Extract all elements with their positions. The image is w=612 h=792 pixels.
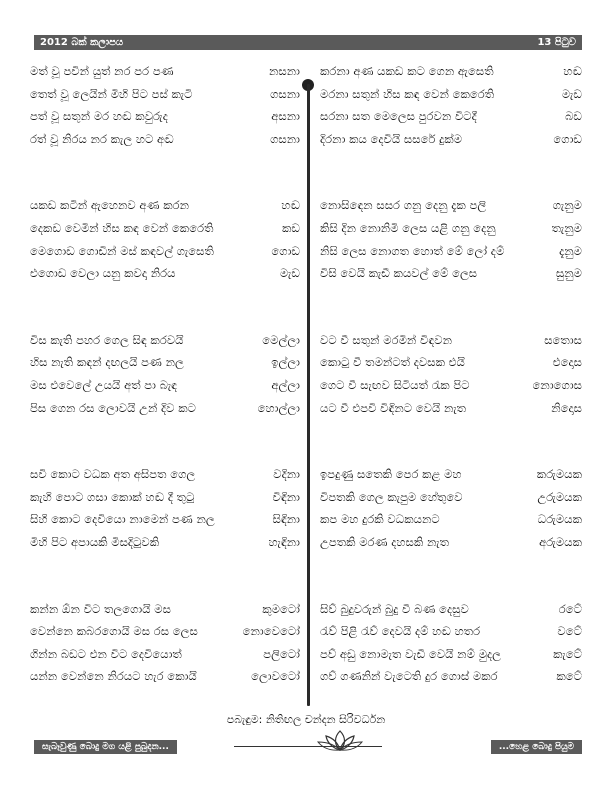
verse-text: විපතකි ගෙල කැපුම හේතුවෙ <box>320 489 463 504</box>
page-footer <box>34 740 582 754</box>
verse-line <box>30 105 300 128</box>
verse-line <box>30 194 300 217</box>
verse-line <box>320 351 582 374</box>
verse-end-word: නිදොස <box>551 400 582 415</box>
stanza <box>320 60 582 150</box>
stanza <box>320 598 582 688</box>
verse-text: පව් අඩු නොමැත වැඩී වෙයි නම් මුදල <box>320 646 501 661</box>
verse-text: පිස ගෙන රස ලොවයි උන් දිව කට <box>30 400 196 415</box>
verse-end-word: සතොස <box>544 332 582 347</box>
verse-line <box>320 329 582 352</box>
verse-text: එගොඩ වෙලා යනු කවදා නිරය <box>30 266 176 281</box>
verse-text: සිව් බුදුවරුන් බුදු වී බණ දෙසුව <box>320 601 469 616</box>
verse-text: තෙත් වූ ලෙයින් මිහි පිට පස් කැටි <box>30 86 193 101</box>
verse-text: ගෙට වී සැඟව සිටියත් රැක පිට <box>320 377 470 392</box>
verse-line <box>320 60 582 83</box>
verse-line <box>30 217 300 240</box>
verse-end-word: වටේ <box>557 624 582 639</box>
verse-line <box>30 262 300 285</box>
verse-text: කොටු වී තමන්ටත් දවසක එයි <box>320 355 465 370</box>
verse-text: යන්න වෙන්නෙ නිරයට හැර කොයි <box>30 669 197 684</box>
stanza <box>320 463 582 553</box>
verse-text: කැහි පොට ගසා කොක් හඬ දී තුටු <box>30 489 195 504</box>
verse-text: විස කැති පහර ගෙල සිඳ කරවයි <box>30 332 184 347</box>
header-issue: 2012 බක් කලාපය <box>40 37 124 48</box>
verse-end-word: උරුමයක <box>537 489 582 504</box>
verse-line <box>30 620 300 643</box>
verse-end-word: ගැනුම <box>552 198 582 213</box>
verse-end-word: ගසනා <box>270 86 300 101</box>
page-header <box>34 35 582 50</box>
verse-line <box>320 486 582 509</box>
verse-end-word: කටේ <box>556 669 582 684</box>
verse-line <box>30 486 300 509</box>
verse-line <box>320 508 582 531</box>
verse-end-word: හොල්ලා <box>257 400 300 415</box>
verse-end-word: මෙල්ලා <box>262 332 300 347</box>
stanza <box>30 463 300 553</box>
verse-line <box>30 463 300 486</box>
verse-text: ඉපදුණු සතෙකි පෙර කළ මහ <box>320 467 462 482</box>
verse-end-word: විඳිනා <box>272 489 300 504</box>
verse-line <box>320 374 582 397</box>
verse-line <box>320 531 582 554</box>
verse-text: මෙගොඩ ගොඩින් මස් කඳවල් ගැසෙති <box>30 243 214 258</box>
stanza <box>320 194 582 284</box>
verse-text: රත් වූ නිරය නර කැල හට අඬ <box>30 131 174 146</box>
verse-end-word: දැනුම <box>559 243 582 258</box>
verse-text: වෙන්නෙ කබරගොයි මස රස ලෙස <box>30 624 198 639</box>
footer-left-tagline: සැබෑවුණු බොදු මග යළි පුබුදන... <box>34 740 177 754</box>
verse-text: යට වී එපවි විඳිනට වෙයි නැත <box>320 400 467 415</box>
verse-end-word: හඬ <box>281 198 300 213</box>
verse-text: නොසිඳෙන සසර ගනු දෙනු දැක පලි <box>320 198 487 213</box>
verse-line <box>30 329 300 352</box>
verse-line <box>30 397 300 420</box>
column-divider <box>307 84 310 706</box>
verse-end-word: ඉල්ලා <box>271 355 300 370</box>
verse-end-word: සුනුම <box>555 266 582 281</box>
verse-line <box>320 217 582 240</box>
verse-end-word: හැඳිනා <box>268 534 300 549</box>
right-poem-column <box>320 60 582 732</box>
verse-line <box>30 351 300 374</box>
verse-end-word: බඩ <box>565 109 582 124</box>
verse-text: විසි වෙයි කැඩී කයවල් මේ ලෙස <box>320 266 478 281</box>
verse-line <box>320 463 582 486</box>
verse-text: මිහි පිට අපායකි මිසදිටුවකි <box>30 534 160 549</box>
verse-text: සරනා සත මෙලෙස පුරවන විටදී <box>320 109 477 124</box>
verse-text: සවි කොට වධක අත අසිපත ගෙල <box>30 467 196 482</box>
verse-line <box>320 105 582 128</box>
verse-line <box>30 508 300 531</box>
stanza <box>30 194 300 284</box>
verse-line <box>320 620 582 643</box>
verse-end-word: අරුමයක <box>539 534 582 549</box>
verse-end-word: කඩ <box>281 220 300 235</box>
verse-line <box>30 531 300 554</box>
verse-end-word: තැනුම <box>551 220 582 235</box>
left-poem-column <box>30 60 300 732</box>
verse-text: මස එවෙලේ උයයි අත් පා බැඳ <box>30 377 178 392</box>
verse-line <box>320 128 582 151</box>
verse-end-word: හඬ <box>563 64 582 78</box>
verse-text: වට වී සතුන් මරමින් විඳවන <box>320 332 453 347</box>
verse-end-word: කරුමයක <box>536 467 582 482</box>
verse-line <box>30 83 300 106</box>
verse-text: මරනා සතුන් හිස කඳ වෙන් කෙරෙති <box>320 86 495 101</box>
verse-end-word: කුමටෝ <box>262 601 300 616</box>
verse-text: සිහි කොට දෙවියො නාමෙන් පණ නල <box>30 512 215 527</box>
verse-text: කිසි දින නොනිමි ලෙස යළි ගනු දෙනු <box>320 220 496 235</box>
verse-line <box>30 240 300 263</box>
verse-end-word: අල්ලා <box>271 377 300 392</box>
verse-text: දිරනා කය දෙවියි සසරේ දුක්ම <box>320 131 463 146</box>
verse-line <box>320 397 582 420</box>
verse-end-word: වදිනා <box>273 467 300 482</box>
verse-line <box>320 643 582 666</box>
verse-line <box>30 643 300 666</box>
verse-text: හිස නැති කඳන් දඟලයි පණ නල <box>30 355 184 370</box>
verse-end-word: මැඩ <box>279 266 300 281</box>
verse-line <box>30 665 300 688</box>
verse-line <box>320 240 582 263</box>
verse-text: ගින්න බඩට එන විට දෙවියොත් <box>30 646 182 661</box>
verse-text: කරනා අණ යකඩ කට ගෙන ඇසෙති <box>320 64 494 78</box>
verse-text: ගව් ගණනින් වැටෙති දුර ගොස් මකර <box>320 669 498 684</box>
lotus-icon <box>296 728 384 754</box>
verse-end-word: සිඳිනා <box>272 512 300 527</box>
verse-text: නිසි ලෙස නොගත හොත් මේ ලෝ දම් <box>320 243 505 258</box>
verse-line <box>30 374 300 397</box>
verse-end-word: එදොස <box>552 355 582 370</box>
verse-text: මත් වූ පවින් යුත් නර පර පණ <box>30 64 174 78</box>
verse-text: කන්න ඕන විට තලගොයි මස <box>30 601 171 616</box>
verse-line <box>30 60 300 83</box>
verse-text: උපතකි මරණ දහසකි නැත <box>320 534 450 549</box>
verse-line <box>320 598 582 621</box>
stanza <box>320 329 582 419</box>
verse-end-word: නොගොස <box>532 377 582 392</box>
verse-end-word: පලිටෝ <box>263 646 300 661</box>
verse-end-word: නොවෙටෝ <box>242 624 300 639</box>
author-credit: පබැඳුම: නිතිඟල චන්දන සිරිවර්ධන <box>226 713 386 726</box>
verse-end-word: නසනා <box>269 64 300 78</box>
verse-text: රැව් පිළි රැව් දෙවයි දම් හඬ හතර <box>320 624 481 639</box>
verse-text: යකඩ කටින් ඇහෙනව අණ කරන <box>30 198 190 213</box>
verse-end-word: කැටේ <box>553 646 582 661</box>
verse-line <box>320 262 582 285</box>
verse-line <box>30 598 300 621</box>
stanza <box>30 329 300 419</box>
verse-end-word: ගොඩ <box>271 243 300 258</box>
verse-line <box>320 665 582 688</box>
verse-line <box>30 128 300 151</box>
stanza <box>30 598 300 688</box>
verse-end-word: ගසනා <box>270 131 300 146</box>
stanza <box>30 60 300 150</box>
verse-end-word: ධරුමයක <box>537 512 582 527</box>
footer-right-tagline: ...හෙළ බොදු පියුම <box>491 740 582 754</box>
verse-end-word: රටේ <box>558 601 582 616</box>
verse-end-word: ගොඩ <box>553 131 582 146</box>
verse-text: දෙකඩ වෙමින් හිස කඳ වෙන් කෙරෙති <box>30 220 214 235</box>
verse-end-word: මැඩ <box>561 86 582 101</box>
verse-end-word: ලොවටෝ <box>251 669 300 684</box>
verse-end-word: අසනා <box>271 109 300 124</box>
verse-text: කප මහ දුරකි වධකයනට <box>320 512 440 527</box>
header-page-number: 13 පිටුව <box>537 37 576 48</box>
verse-line <box>320 194 582 217</box>
verse-line <box>320 83 582 106</box>
verse-text: පත් වූ සතුන් මර හඬ කවුරුද <box>30 109 168 124</box>
